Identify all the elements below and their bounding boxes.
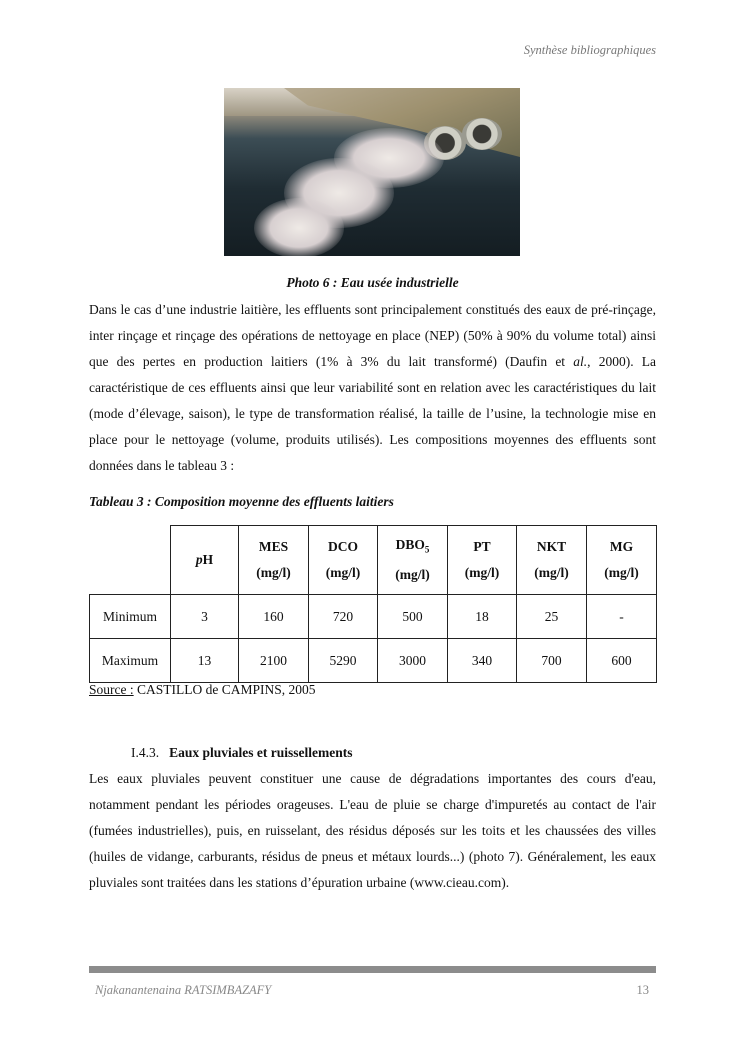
header-dbo5: $DBO_5$ (mg/l) [378, 526, 448, 595]
row-label: Minimum [90, 595, 171, 639]
wastewater-photo [224, 88, 520, 256]
table-title: Tableau 3 : Composition moyenne des effluents laitiers [89, 494, 394, 509]
table-row [90, 639, 657, 683]
footer-divider [89, 966, 656, 973]
table-cell: 500 [378, 595, 448, 639]
paragraph-effluents: Dans le cas d’une industrie laitière, les effluents sont principalement constitués des eaux de pré-rinçage, inter rinçage et rinçage des opérations de nettoyage en place (NEP) (50% à 90% du volume total) ainsi que des pertes en production laitiers (1% à 3% du lait transformé) (Daufin et al., 2000). La caractéristique de ces effluents ainsi que leur variabilité sont en relation avec les caractéristiques du lait (mode d’élevage, saison), le type de transformation réalisé, la taille de l’usine, la technologie mise en place pour le nettoyage (volume, produits utilisés). Les compositions moyennes des effluents sont données dans le tableau 3 : [89, 302, 657, 473]
header-mes: MES (mg/l) [239, 526, 309, 595]
table-cell: 18 [448, 595, 517, 639]
table-cell: 3000 [378, 639, 448, 683]
photo-foam [254, 198, 344, 256]
composition-table [89, 525, 657, 683]
header-ph: pH [171, 526, 239, 595]
table-cell: 340 [448, 639, 517, 683]
header-dco: DCO (mg/l) [309, 526, 378, 595]
header-nkt: NKT (mg/l) [517, 526, 587, 595]
page-number: 13 [636, 983, 649, 997]
table-cell: 5290 [309, 639, 378, 683]
table-row [90, 595, 657, 639]
paragraph-rainwater: Les eaux pluviales peuvent constituer une cause de dégradations importantes des cours d'eau, notamment pendant les périodes orageuses. L'eau de pluie se charge d'impuretés au contact de l'air (fumées industrielles), puis, en ruisselant, des résidus déposés sur les toits et les chaussées des villes (huiles de vidange, carburants, résidus de pneus et métaux lourds...) (photo 7). Généralement, les eaux pluviales sont traitées dans les stations d’épuration urbaine (www.cieau.com). [89, 771, 656, 890]
photo-pipe [462, 118, 502, 150]
table-cell: 13 [171, 639, 239, 683]
table-corner-cell [90, 526, 171, 595]
table-header-row [90, 526, 657, 595]
header-mg: MG (mg/l) [587, 526, 657, 595]
table-cell: 25 [517, 595, 587, 639]
header-pt: PT (mg/l) [448, 526, 517, 595]
footer-author: Njakanantenaina RATSIMBAZAFY [95, 983, 272, 997]
table-cell: 720 [309, 595, 378, 639]
table-cell: 600 [587, 639, 657, 683]
running-header: Synthèse bibliographiques [523, 43, 656, 57]
source-text: CASTILLO de CAMPINS, 2005 [133, 682, 316, 697]
section-title: Eaux pluviales et ruissellements [169, 745, 353, 760]
table-cell: 3 [171, 595, 239, 639]
section-number: I.4.3. [131, 745, 160, 760]
table-cell: - [587, 595, 657, 639]
source-label: Source : [89, 682, 134, 697]
table-cell: 160 [239, 595, 309, 639]
table-cell: 700 [517, 639, 587, 683]
table-source [89, 682, 316, 698]
table-cell: 2100 [239, 639, 309, 683]
section-heading [131, 745, 353, 761]
row-label: Maximum [90, 639, 171, 683]
photo-caption: Photo 6 : Eau usée industrielle [286, 275, 459, 290]
